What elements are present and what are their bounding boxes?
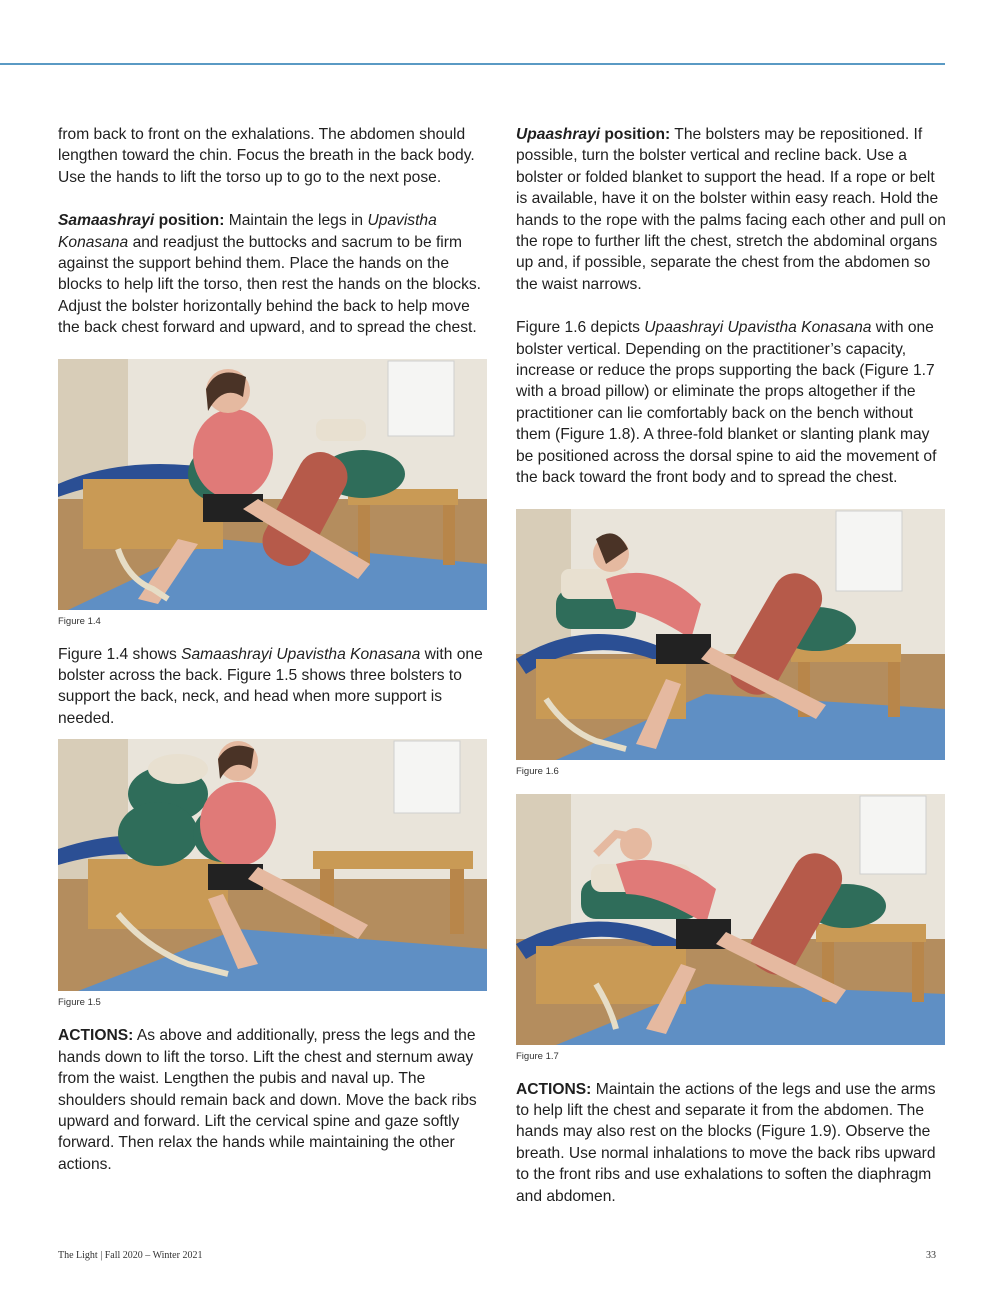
right-column xyxy=(516,124,946,1229)
lead-samaashrayi: Samaashrayi position: xyxy=(58,212,225,230)
figure-1-7-photo xyxy=(516,794,945,1045)
left-column xyxy=(58,124,486,1197)
figure-1-7-caption: Figure 1.7 xyxy=(516,1050,559,1062)
paragraph-continuation: from back to front on the exhalations. The abdomen should lengthen toward the chin. Focus the breath in the back body. Use the hands to lift the torso up to go to the next pose. xyxy=(58,126,475,186)
header-rule xyxy=(0,63,945,65)
figure-1-4-photo xyxy=(58,359,487,610)
figure-1-6-photo xyxy=(516,509,945,760)
lead-upaashrayi: Upaashrayi position: xyxy=(516,126,671,143)
paragraph-fig14-description: Figure 1.4 shows Samaashrayi Upavistha Konasana with one bolster across the back. Figure 1.5 shows three bolsters to support the back, neck, and head when more support is needed. xyxy=(58,645,483,727)
paragraph-fig16-description: Figure 1.6 depicts Upaashrayi Upavistha Konasana with one bolster vertical. Depending on the practitioner’s capacity, increase or reduce the props supporting the back (Figure 1.7 with a broad pillow) or eliminate the props altogether if the practitioner can lie comfortably back on the bench without them (Figure 1.8). A three-fold blanket or slanting plank may be positioned across the dorsal spine to aid the movement of the back toward the front body and to spread the chest. xyxy=(516,319,937,487)
paragraph-samaashrayi: Samaashrayi position: Maintain the legs in Upavistha Konasana and readjust the buttocks and sacrum to be firm against the support behind them. Place the hands on the blocks to help lift the torso, then rest the hands on the blocks. Adjust the bolster horizontally behind the back to help move the back chest forward and upward, and to spread the chest. xyxy=(58,212,482,337)
footer-publication: The Light | Fall 2020 – Winter 2021 xyxy=(58,1250,203,1261)
paragraph-actions-left: ACTIONS: As above and additionally, press the legs and the hands down to lift the torso. Lift the chest and sternum away from the waist. Lengthen the pubis and naval up. The shoulders should remain back and down. Move the back ribs upward and forward. Lift the cervical spine and gaze softly forward. Then relax the hands while maintaining the other actions. xyxy=(58,1027,477,1173)
actions-lead: ACTIONS: xyxy=(516,1080,592,1098)
paragraph-upaashrayi: Upaashrayi position: The bolsters may be repositioned. If possible, turn the bolster vertical and recline back. Use a bolster or folded blanket to support the head. If a rope or belt is available, have it on the bolster within easy reach. Hold the hands to the rope with the palms facing each other and pull on the rope to further lift the chest, stretch the abdominal organs up and, if possible, separate the chest from the abdomen so the waist narrows. xyxy=(516,126,946,293)
figure-1-6-caption: Figure 1.6 xyxy=(516,765,559,777)
actions-lead: ACTIONS: xyxy=(58,1027,134,1045)
paragraph-actions-right: ACTIONS: Maintain the actions of the legs and use the arms to help lift the chest and separate it from the abdomen. The hands may also rest on the blocks (Figure 1.9). Observe the breath. Use normal inhalations to move the back ribs upward to the front ribs and use exhalations to soften the diaphragm and abdomen. xyxy=(516,1080,936,1205)
figure-1-5-photo xyxy=(58,739,487,991)
figure-1-4-caption: Figure 1.4 xyxy=(58,615,101,627)
footer-page-number: 33 xyxy=(926,1250,936,1261)
figure-1-5-caption: Figure 1.5 xyxy=(58,997,101,1009)
